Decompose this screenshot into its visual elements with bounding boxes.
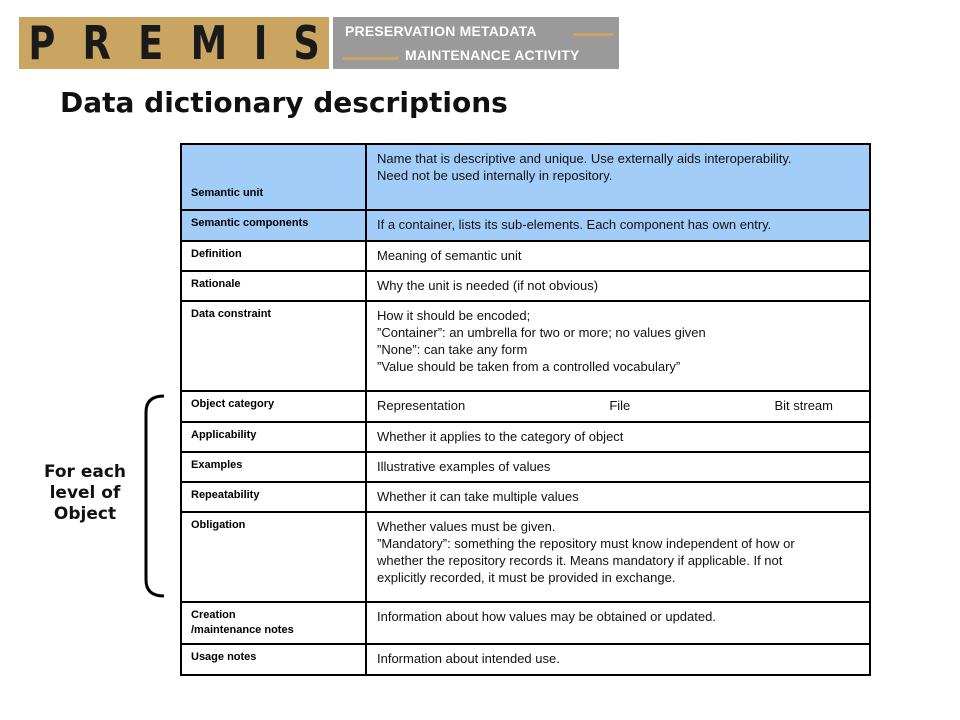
row-description: Information about how values may be obtained or updated.	[366, 602, 870, 644]
table-row	[181, 422, 870, 452]
side-label-line: For each	[43, 462, 127, 482]
row-description: Information about intended use.	[366, 644, 870, 675]
table-row	[181, 210, 870, 241]
row-label: Usage notes	[181, 644, 366, 675]
row-label: Object category	[181, 391, 366, 422]
bracket-icon	[138, 392, 168, 600]
row-label: Rationale	[181, 271, 366, 301]
category-representation: Representation	[377, 398, 466, 413]
row-label: Definition	[181, 241, 366, 271]
table-row	[181, 301, 870, 391]
row-description: Whether it applies to the category of object	[366, 422, 870, 452]
table-row	[181, 241, 870, 271]
table-row	[181, 452, 870, 482]
row-description: Name that is descriptive and unique. Use externally aids interoperability. Need not be used internally in repository.	[366, 144, 870, 210]
side-label-line: level of	[49, 483, 121, 503]
table-row	[181, 602, 870, 644]
logo-letter: E	[137, 16, 163, 70]
row-label: Obligation	[181, 512, 366, 602]
row-label: Creation /maintenance notes	[181, 602, 366, 644]
table-row	[181, 644, 870, 675]
category-bit-stream: Bit stream	[774, 398, 833, 413]
category-file: File	[609, 398, 631, 413]
logo-line-2: MAINTENANCE ACTIVITY	[405, 47, 580, 63]
row-label: Repeatability	[181, 482, 366, 512]
logo-letter: S	[293, 16, 320, 70]
row-description: Meaning of semantic unit	[366, 241, 870, 271]
object-level-label	[30, 462, 140, 525]
row-description: Why the unit is needed (if not obvious)	[366, 271, 870, 301]
premis-logo	[19, 17, 619, 69]
row-description: If a container, lists its sub-elements. Each component has own entry.	[366, 210, 870, 241]
logo-letter: R	[82, 16, 111, 70]
row-label: Applicability	[181, 422, 366, 452]
logo-letter: I	[254, 16, 268, 70]
row-label: Examples	[181, 452, 366, 482]
table-row	[181, 271, 870, 301]
row-label: Data constraint	[181, 301, 366, 391]
logo-line-1: PRESERVATION METADATA	[345, 23, 537, 39]
logo-text-panel	[333, 17, 619, 69]
table-row	[181, 144, 870, 210]
page-title: Data dictionary descriptions	[60, 86, 508, 119]
side-label-line: Object	[53, 504, 117, 524]
logo-letters	[19, 17, 329, 69]
logo-letter: M	[190, 16, 228, 70]
table-row	[181, 482, 870, 512]
logo-letter: P	[28, 16, 56, 70]
row-label: Semantic unit	[181, 144, 366, 210]
logo-rule-1	[573, 33, 613, 36]
row-description: Illustrative examples of values	[366, 452, 870, 482]
table-row	[181, 391, 870, 422]
logo-rule-2	[343, 57, 399, 60]
row-label: Semantic components	[181, 210, 366, 241]
object-categories	[377, 397, 861, 414]
row-description	[366, 391, 870, 422]
data-dictionary-table	[180, 143, 871, 676]
table-row	[181, 512, 870, 602]
row-description: Whether values must be given. ”Mandatory”: something the repository must know independent of how or whether the repository records it. Means mandatory if applicable. If not explicitly recorded, it must be provided in exchange.	[366, 512, 870, 602]
row-description: How it should be encoded; ”Container”: an umbrella for two or more; no values given ”None”: can take any form ”Value should be taken from a controlled vocabulary”	[366, 301, 870, 391]
row-description: Whether it can take multiple values	[366, 482, 870, 512]
